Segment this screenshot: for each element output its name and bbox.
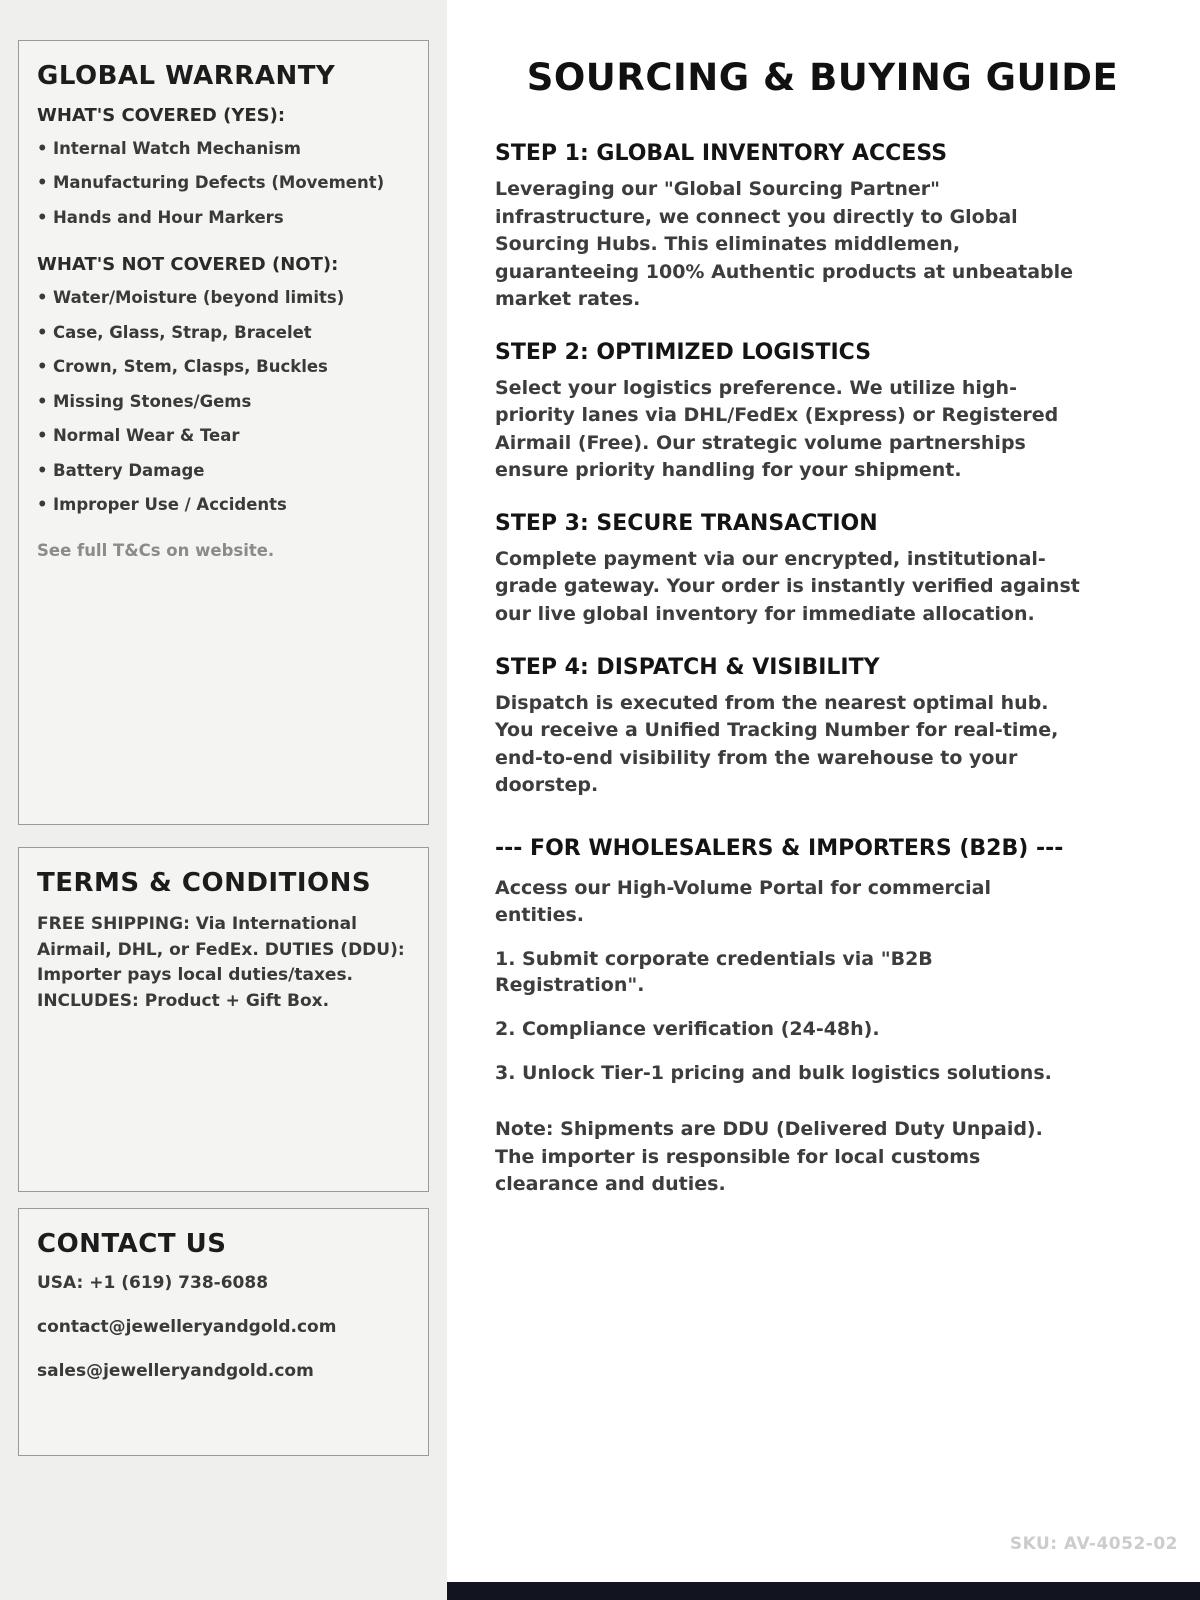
contact-title: CONTACT US xyxy=(37,1229,227,1259)
contact-email-primary: contact@jewelleryandgold.com xyxy=(37,1317,337,1337)
list-item: • Crown, Stem, Clasps, Buckles xyxy=(37,356,410,377)
b2b-intro: Access our High-Volume Portal for commercial entities. xyxy=(495,876,991,927)
list-item: • Internal Watch Mechanism xyxy=(37,138,410,159)
contact-email-sales: sales@jewelleryandgold.com xyxy=(37,1361,314,1381)
terms-body: FREE SHIPPING: Via International Airmail, DHL, or FedEx. DUTIES (DDU): Importer pays local duties/taxes. INCLUDES: Product + Gift Box. xyxy=(37,914,405,1011)
step-4-body: Dispatch is executed from the nearest optimal hub. You receive a Unified Tracking Number for real-time, end-to-end visibility from the warehouse to your doorstep. xyxy=(495,691,1059,797)
warranty-covered-heading: WHAT'S COVERED (YES): xyxy=(37,105,286,126)
step-3-body: Complete payment via our encrypted, institutional-grade gateway. Your order is instantly verified against our live global inventory for immediate allocation. xyxy=(495,547,1080,626)
page-title: SOURCING & BUYING GUIDE xyxy=(526,56,1119,99)
step-4-heading: STEP 4: DISPATCH & VISIBILITY xyxy=(495,654,880,680)
warranty-covered-list xyxy=(37,138,410,228)
warranty-not-covered-heading: WHAT'S NOT COVERED (NOT): xyxy=(37,254,339,276)
step-1 xyxy=(495,141,1095,314)
list-item: • Hands and Hour Markers xyxy=(37,207,410,228)
warranty-not-covered-list xyxy=(37,287,410,515)
contact-phone: USA: +1 (619) 738-6088 xyxy=(37,1273,269,1293)
list-item: • Manufacturing Defects (Movement) xyxy=(37,172,410,193)
step-2-heading: STEP 2: OPTIMIZED LOGISTICS xyxy=(495,339,872,365)
b2b-note: Note: Shipments are DDU (Delivered Duty Unpaid). The importer is responsible for local customs clearance and duties. xyxy=(495,1118,1043,1196)
step-2 xyxy=(495,340,1095,485)
footer-strip xyxy=(447,1582,1200,1600)
b2b-item-2: 2. Compliance verification (24-48h). xyxy=(495,1018,880,1041)
main-content xyxy=(447,0,1200,1600)
warranty-panel xyxy=(18,40,429,825)
b2b-heading: --- FOR WHOLESALERS & IMPORTERS (B2B) --- xyxy=(495,835,1064,861)
list-item: • Water/Moisture (beyond limits) xyxy=(37,287,410,308)
list-item: • Improper Use / Accidents xyxy=(37,494,410,515)
sidebar xyxy=(0,0,447,1600)
step-1-body: Leveraging our "Global Sourcing Partner" infrastructure, we connect you directly to Global Sourcing Hubs. This eliminates middlemen, guaranteeing 100% Authentic products at unbeatable market rates. xyxy=(495,178,1074,311)
list-item: • Missing Stones/Gems xyxy=(37,391,410,412)
terms-panel xyxy=(18,847,429,1192)
list-item: • Normal Wear & Tear xyxy=(37,425,410,446)
b2b-item-1: 1. Submit corporate credentials via "B2B Registration". xyxy=(495,947,933,997)
list-item: • Battery Damage xyxy=(37,460,410,481)
sku-label: SKU: AV-4052-02 xyxy=(1009,1534,1178,1554)
step-4 xyxy=(495,655,1095,800)
list-item: • Case, Glass, Strap, Bracelet xyxy=(37,322,410,343)
warranty-footnote: See full T&Cs on website. xyxy=(37,541,275,561)
step-2-body: Select your logistics preference. We utilize high-priority lanes via DHL/FedEx (Express) or Registered Airmail (Free). Our strategic volume partnerships ensure priority handling for your shipment. xyxy=(495,376,1059,482)
b2b-item-3: 3. Unlock Tier-1 pricing and bulk logistics solutions. xyxy=(495,1061,1052,1084)
step-3 xyxy=(495,511,1095,629)
terms-title: TERMS & CONDITIONS xyxy=(37,868,372,898)
step-1-heading: STEP 1: GLOBAL INVENTORY ACCESS xyxy=(495,141,948,166)
step-3-heading: STEP 3: SECURE TRANSACTION xyxy=(495,510,878,536)
contact-panel xyxy=(18,1208,429,1456)
warranty-title: GLOBAL WARRANTY xyxy=(37,61,336,91)
